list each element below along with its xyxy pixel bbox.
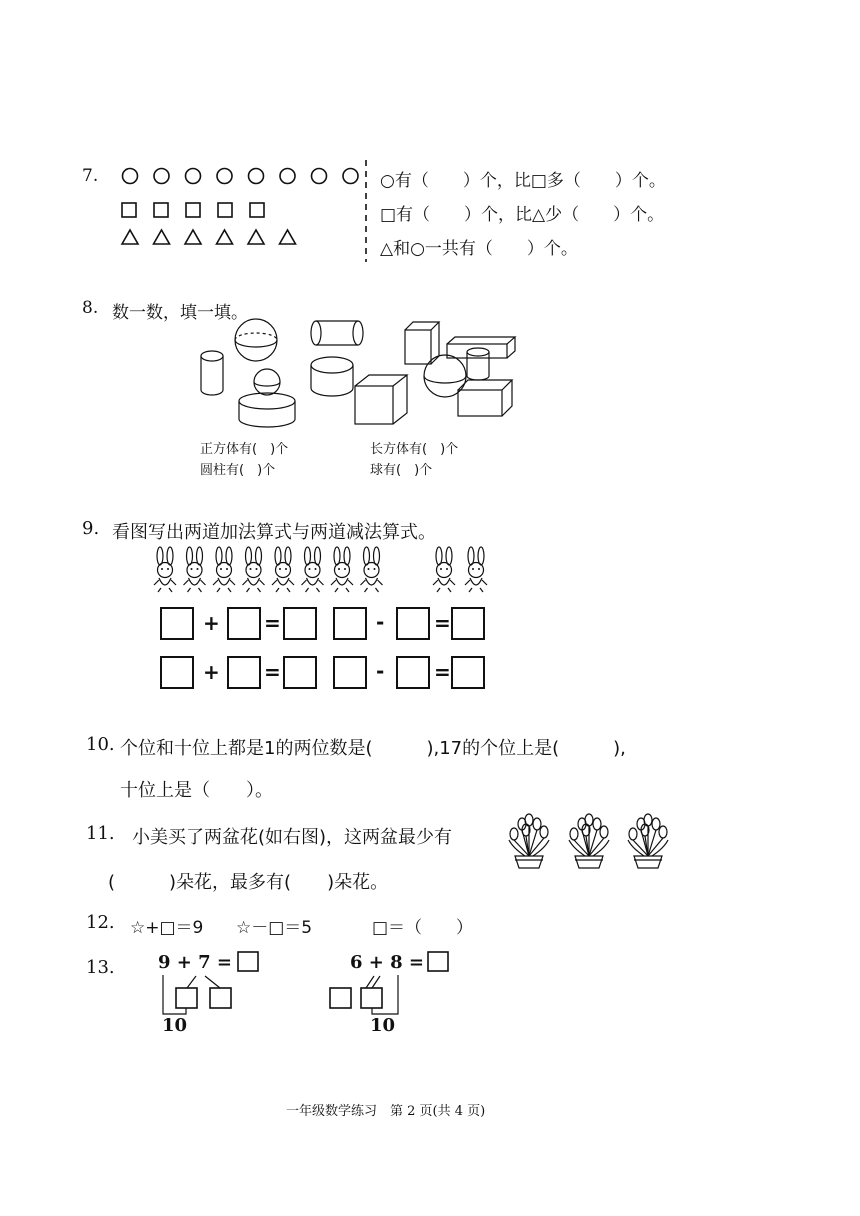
- q7-number: 7.: [82, 166, 99, 186]
- q10-line-1: 个位和十位上都是1的两位数是( ),17的个位上是( ),: [120, 738, 626, 759]
- q11-line-2: ( )朵花，最多有( )朵花。: [108, 872, 389, 893]
- q7-line-3: △和○一共有（ ）个。: [380, 239, 578, 259]
- plus-sign: +: [203, 611, 220, 635]
- minus-sign: -: [376, 659, 385, 683]
- q9-title: 看图写出两道加法算式与两道减法算式。: [112, 522, 436, 543]
- q8-number: 8.: [82, 298, 99, 318]
- answer-box: [176, 988, 197, 1008]
- q12-equation-1: ☆+□＝9: [130, 918, 204, 938]
- q11-line-1: 小美买了两盆花(如右图)，这两盆最少有: [132, 827, 453, 848]
- equals-sign: =: [264, 611, 281, 635]
- cube-count-label: 正方体有( )个: [200, 442, 289, 457]
- answer-box: [428, 952, 448, 971]
- q13-equation-1: 9 + 7 =: [158, 952, 233, 973]
- equals-sign: =: [434, 611, 451, 635]
- equals-sign: =: [434, 660, 451, 684]
- answer-box: [210, 988, 231, 1008]
- page-footer: 一年级数学练习 第 2 页(共 4 页): [286, 1104, 486, 1119]
- q12-equation-3: □＝（ ）: [372, 918, 474, 938]
- q13-equation-2: 6 + 8 =: [350, 952, 425, 973]
- answer-box: [330, 988, 351, 1008]
- q10-number: 10.: [86, 734, 115, 755]
- q7-line-1: ○有（ ）个，比□多（ ）个。: [380, 171, 666, 191]
- plus-sign: +: [203, 660, 220, 684]
- q11-number: 11.: [86, 823, 115, 844]
- cuboid-count-label: 长方体有( )个: [370, 442, 459, 457]
- q7-line-2: □有（ ）个，比△少（ ）个。: [380, 205, 665, 225]
- answer-box: [361, 988, 382, 1008]
- q8-title: 数一数，填一填。: [112, 303, 248, 323]
- minus-sign: -: [376, 610, 385, 634]
- sphere-count-label: 球有( )个: [370, 463, 433, 478]
- q9-number: 9.: [82, 518, 100, 539]
- q12-equation-2: ☆－□＝5: [236, 918, 313, 938]
- q13-number: 13.: [86, 957, 115, 978]
- q10-line-2: 十位上是（ ）。: [120, 780, 273, 801]
- q12-number: 12.: [86, 912, 115, 933]
- equals-sign: =: [264, 660, 281, 684]
- q13-ten-label-1: 10: [162, 1015, 188, 1036]
- answer-box: [238, 952, 258, 971]
- q13-ten-label-2: 10: [370, 1015, 396, 1036]
- cylinder-count-label: 圆柱有( )个: [200, 463, 276, 478]
